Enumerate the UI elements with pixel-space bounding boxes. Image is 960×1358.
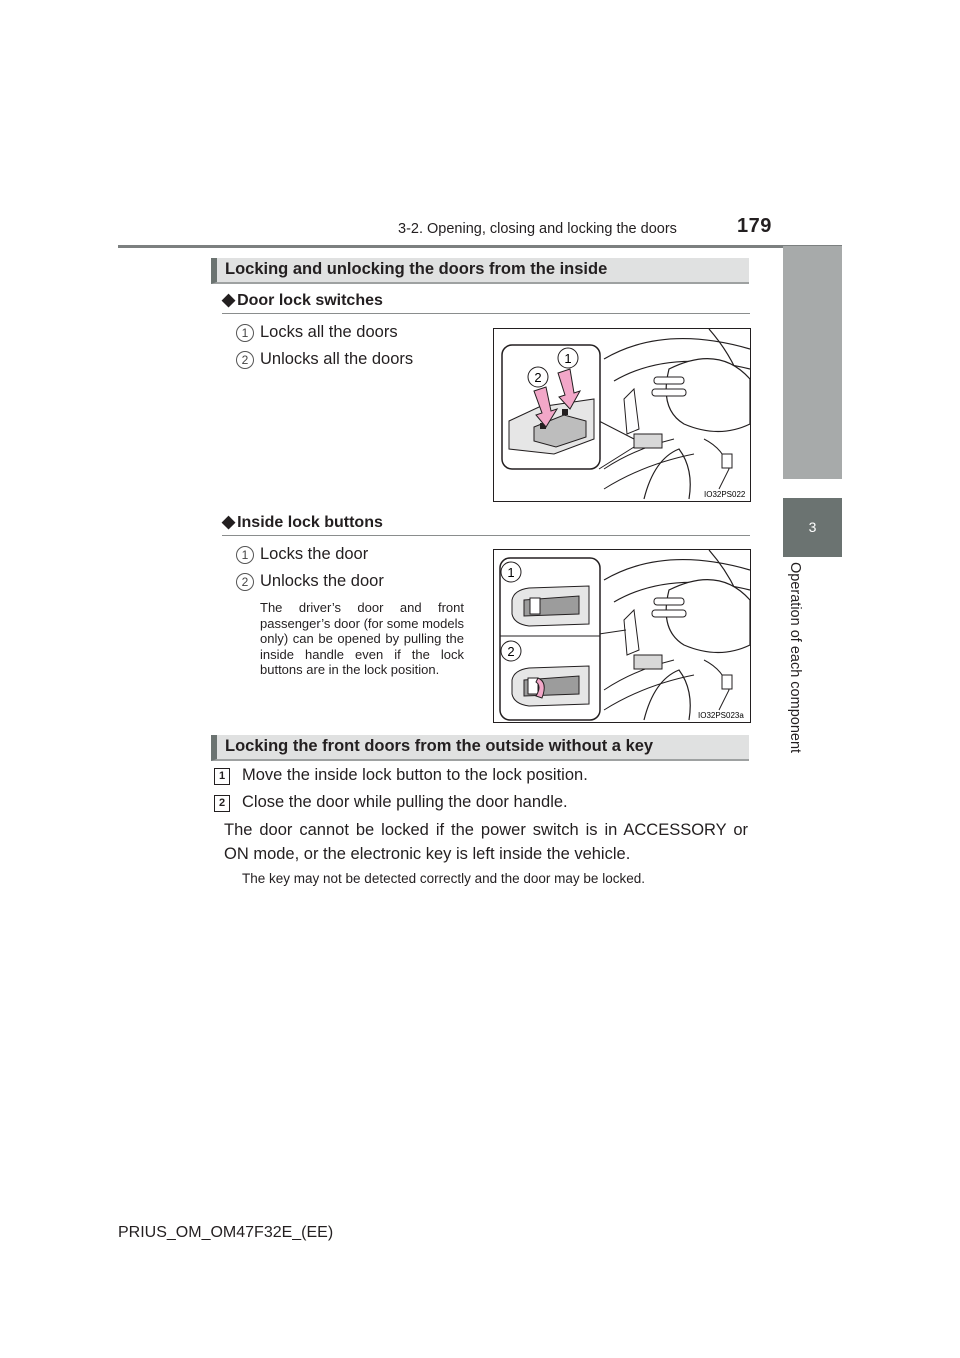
chapter-number: 3 (808, 519, 817, 535)
callout-2: 2 (534, 370, 542, 385)
header-rule (118, 245, 842, 248)
callout-1: 1 (564, 351, 572, 366)
item-number: 1 (236, 546, 254, 564)
diamond-icon: ◆ (222, 512, 236, 531)
section-heading-text: Locking the front doors from the outside without a key (225, 737, 654, 755)
section-heading-inside (211, 258, 749, 284)
figure-code: IO32PS022 (704, 490, 746, 499)
item-text: Unlocks the door (260, 572, 384, 590)
callout-1: 1 (507, 565, 515, 580)
item-number: 2 (236, 573, 254, 591)
item-text: Locks the door (260, 545, 369, 563)
chapter-title: Operation of each component (787, 562, 803, 754)
step-text: Close the door while pulling the door handle. (242, 793, 568, 811)
figure-inside-lock-button (493, 549, 751, 723)
item-number: 2 (236, 351, 254, 369)
item-number: 1 (236, 324, 254, 342)
subheading-door-lock-switches: ◆ Door lock switches (222, 290, 383, 309)
section-heading-text: Locking and unlocking the doors from the inside (225, 260, 608, 278)
step-number: 1 (214, 768, 230, 785)
item-text: Unlocks all the doors (260, 350, 414, 368)
item-text: Locks all the doors (260, 323, 398, 341)
diamond-icon: ◆ (222, 290, 236, 309)
side-tab-bar (783, 246, 842, 479)
body-paragraph: The door cannot be locked if the power switch is in ACCESSORY or ON mode, or the electronic key is left inside the vehicle. (224, 821, 748, 863)
step-text: Move the inside lock button to the lock position. (242, 766, 588, 784)
subheading-inside-lock-buttons: ◆ Inside lock buttons (222, 512, 383, 531)
figure-door-lock-switch (493, 328, 751, 502)
note-text: The driver’s door and front passenger’s door (for some models only) can be opened by pulling the inside handle even if the lock buttons are in the lock position. (260, 600, 465, 677)
section-header: 3-2. Opening, closing and locking the doors (398, 221, 677, 237)
section-heading-outside (211, 735, 749, 761)
document-code: PRIUS_OM_OM47F32E_(EE) (118, 1224, 334, 1241)
callout-2: 2 (507, 644, 515, 659)
figure-code: IO32PS023a (698, 711, 744, 720)
small-note: The key may not be detected correctly and the door may be locked. (242, 871, 645, 886)
subheading-rule (222, 313, 750, 314)
inside-lock-button-illustration (494, 550, 750, 722)
page-number: 179 (737, 215, 772, 237)
subheading-rule (222, 535, 750, 536)
door-lock-switch-illustration (494, 329, 750, 501)
step-number: 2 (214, 795, 230, 812)
